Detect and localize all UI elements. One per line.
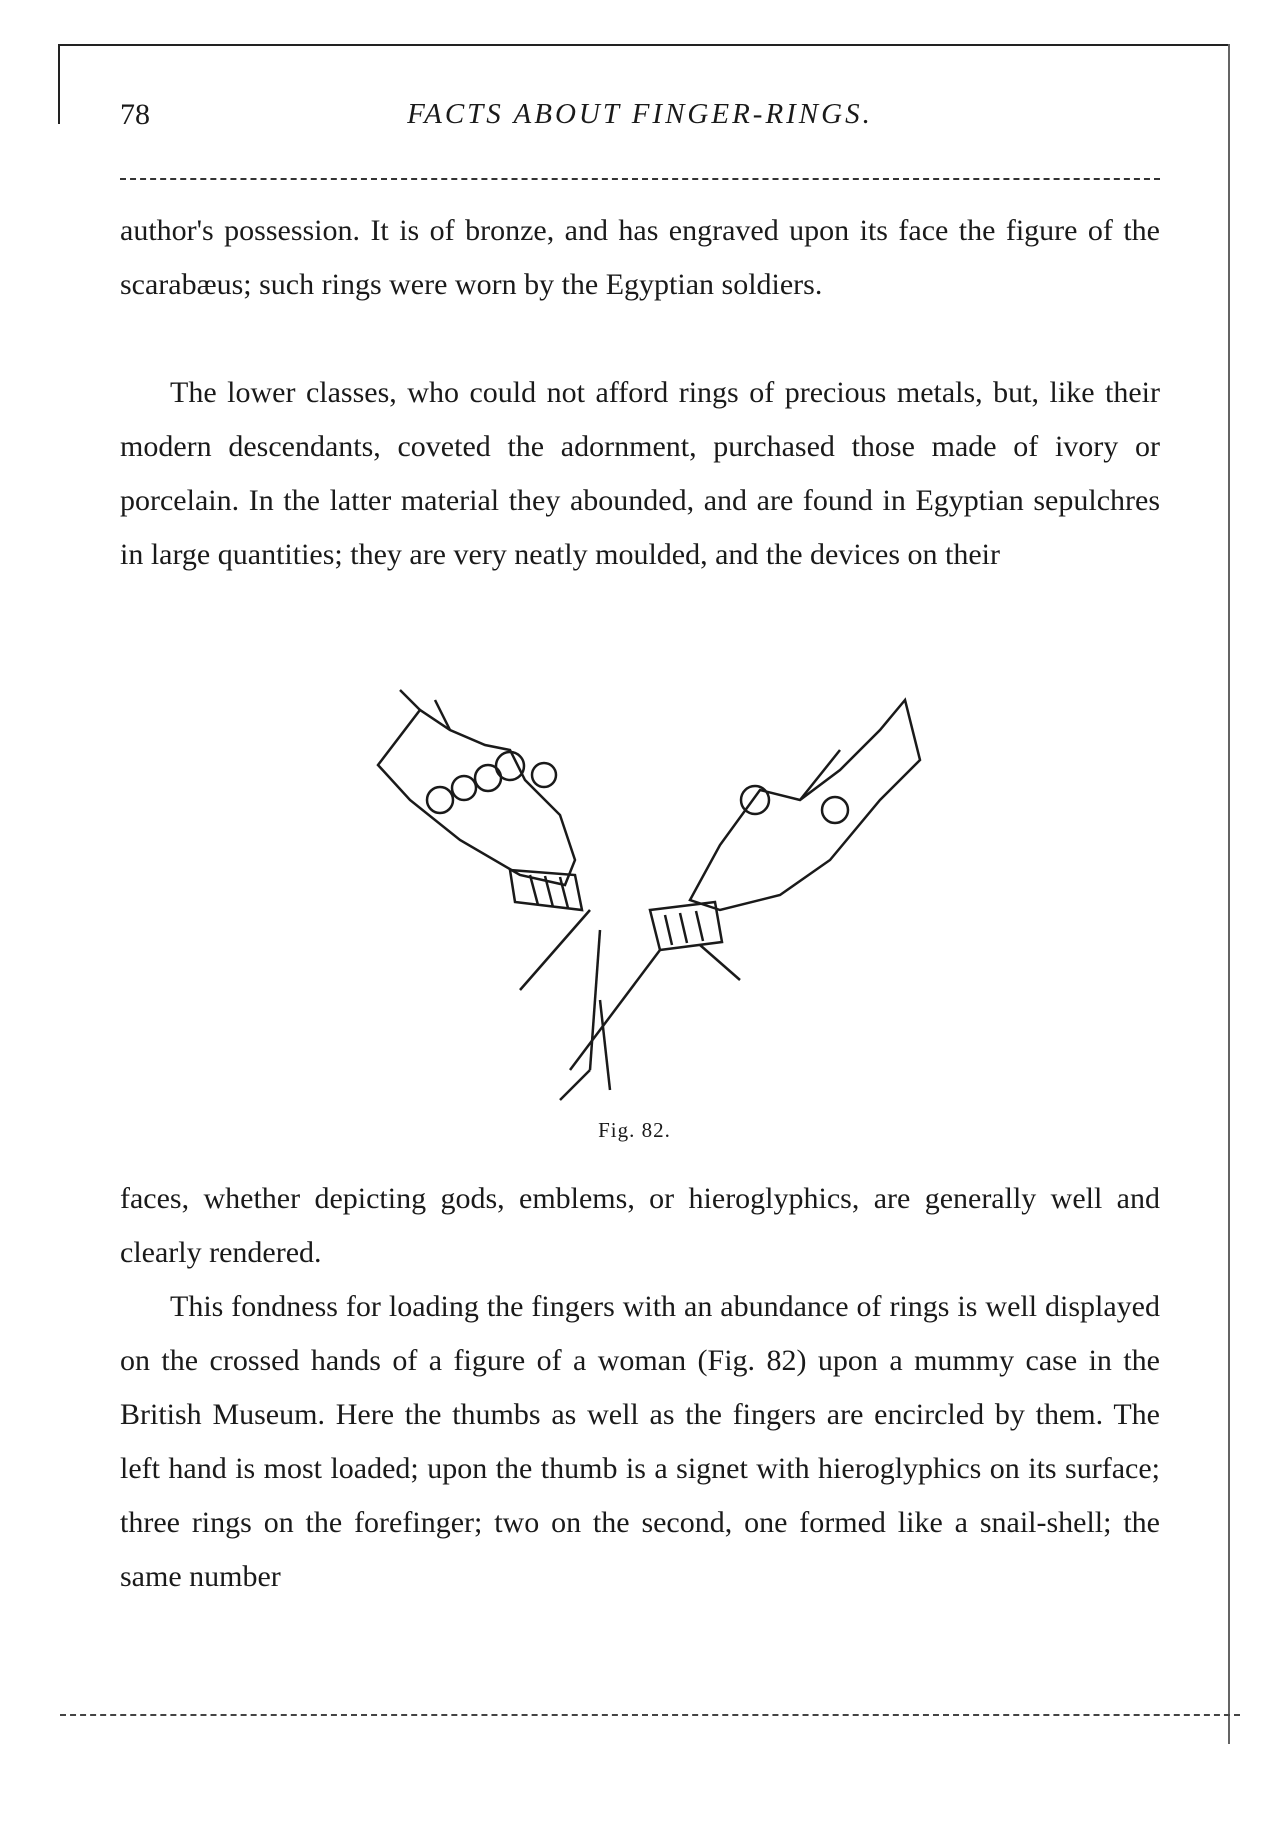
frame-top-line [58,44,1228,46]
paragraph-2: The lower classes, who could not afford rings of precious metals, but, like their modern descendants, coveted the adornment, purchased those made of ivory or porcelain. In the latter material they abounded, and are found in Egyptian sepulchres in large quantities; they are very neatly moulded, and the devices on their [120,376,1160,571]
page-header [120,98,1160,142]
page-number: 78 [120,98,150,131]
figure-caption: Fig. 82. [598,1118,671,1142]
paragraph-1: author's possession. It is of bronze, and has engraved upon its face the figure of the scarabæus; such rings were worn by the Egyptian soldiers. [120,214,1160,301]
running-head: FACTS ABOUT FINGER-RINGS. [407,98,873,130]
frame-right-line [1228,44,1230,1744]
frame-left-line [58,44,60,124]
paragraph-3: faces, whether depicting gods, emblems, or hieroglyphics, are generally well and clearly rendered. [120,1182,1160,1269]
header-rule [120,178,1160,180]
figure-crossed-hands [360,670,940,1110]
crossed-hands-illustration [360,670,940,1110]
bottom-rule [60,1714,1240,1716]
paragraph-4: This fondness for loading the fingers with an abundance of rings is well displayed on the crossed hands of a figure of a woman (Fig. 82) upon a mummy case in the British Museum. Here the thumbs as well as the fingers are encircled by them. The left hand is most loaded; upon the thumb is a signet with hieroglyphics on its surface; three rings on the forefinger; two on the second, one formed like a snail-shell; the same number [120,1290,1160,1593]
